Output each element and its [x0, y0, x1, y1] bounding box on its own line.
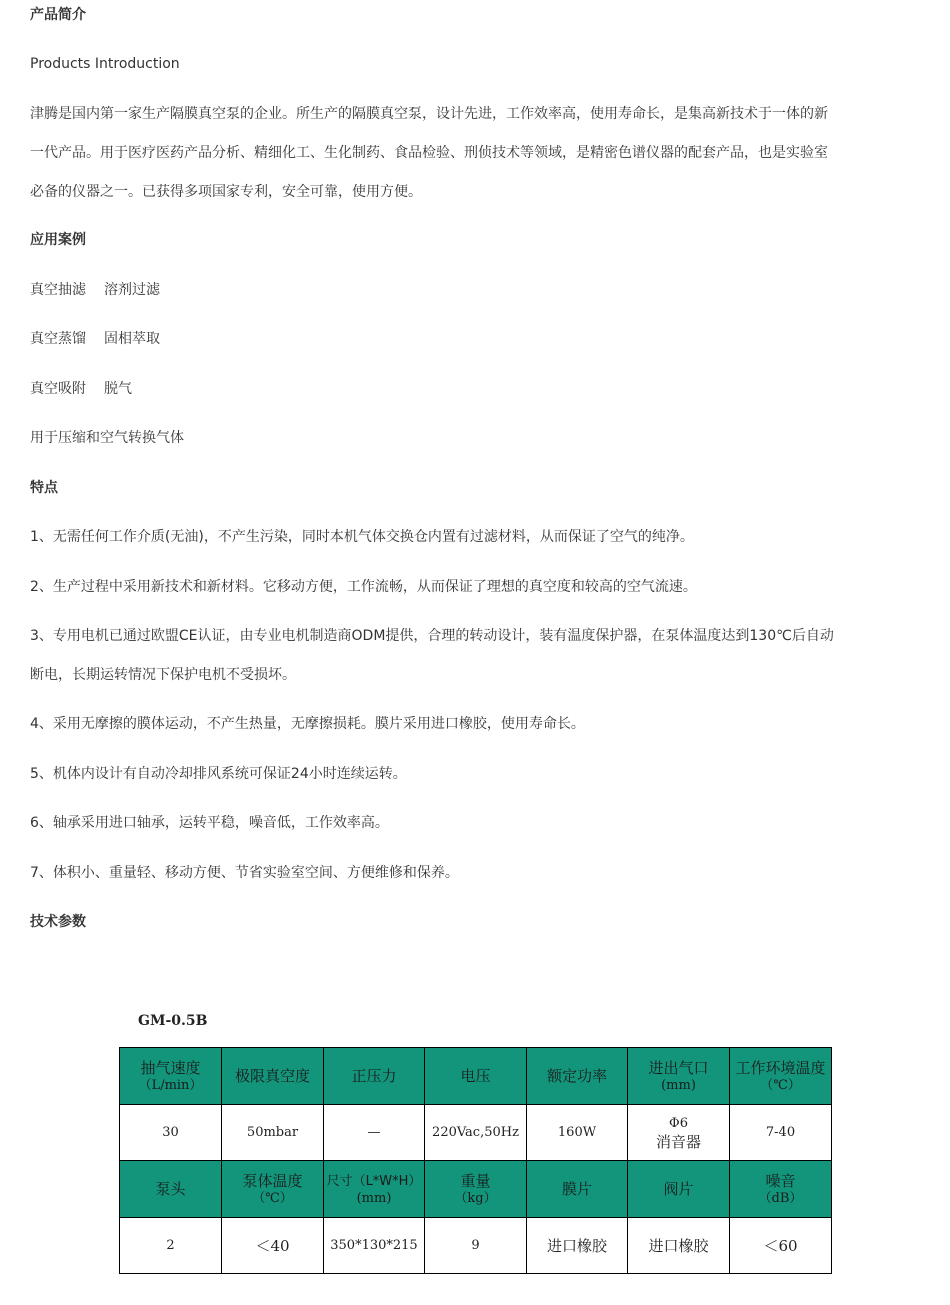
spec-value-cell: ＜40	[222, 1218, 324, 1274]
spec-header-cell: 工作环境温度 （℃）	[730, 1048, 832, 1105]
intro-line-2: 一代产品。用于医疗医药产品分析、精细化工、生化制药、食品检验、刑侦技术等领域，是精密色谱仪器的配套产品，也是实验室	[30, 145, 828, 161]
application-item: 真空吸附	[30, 381, 86, 397]
intro-heading: 产品简介	[30, 7, 86, 23]
features-heading: 特点	[30, 480, 58, 496]
spec-header-cell: 噪音 （dB）	[730, 1161, 832, 1218]
spec-header-cell: 重量 （kg）	[425, 1161, 527, 1218]
feature-item: 3、专用电机已通过欧盟CE认证，由专业电机制造商ODM提供，合理的转动设计，装有温度保护器，在泵体温度达到130℃后自动	[30, 628, 834, 644]
intro-line-3: 必备的仪器之一。已获得多项国家专利，安全可靠，使用方便。	[30, 184, 422, 200]
application-item: 真空蒸馏	[30, 331, 86, 347]
spec-value-cell: —	[324, 1105, 425, 1161]
spec-header-cell: 泵头	[120, 1161, 222, 1218]
spec-value-row	[120, 1105, 832, 1161]
spec-value-cell: 进口橡胶	[628, 1218, 730, 1274]
spec-header-cell: 泵体温度 （℃）	[222, 1161, 324, 1218]
spec-value-cell: ＜60	[730, 1218, 832, 1274]
spec-value-cell: 30	[120, 1105, 222, 1161]
spec-value-cell: 220Vac,50Hz	[425, 1105, 527, 1161]
spec-header-cell: 阀片	[628, 1161, 730, 1218]
spec-header-cell: 额定功率	[527, 1048, 628, 1105]
spec-value-cell: 进口橡胶	[527, 1218, 628, 1274]
spec-header-cell: 尺寸（L*W*H） (mm)	[324, 1161, 425, 1218]
spec-value-cell: Φ6 消音器	[628, 1105, 730, 1161]
spec-value-cell: 7-40	[730, 1105, 832, 1161]
spec-header-row	[120, 1161, 832, 1218]
spec-header-cell: 电压	[425, 1048, 527, 1105]
intro-heading-en: Products Introduction	[30, 56, 180, 72]
feature-item-continued: 断电，长期运转情况下保护电机不受损坏。	[30, 667, 296, 683]
application-item: 固相萃取	[104, 331, 160, 347]
spec-value-cell: 160W	[527, 1105, 628, 1161]
spec-value-cell: 9	[425, 1218, 527, 1274]
application-item: 溶剂过滤	[104, 282, 160, 298]
applications-heading: 应用案例	[30, 232, 86, 248]
specs-heading: 技术参数	[30, 914, 86, 930]
spec-table	[119, 1047, 832, 1274]
feature-item: 1、无需任何工作介质(无油)，不产生污染，同时本机气体交换仓内置有过滤材料，从而保证了空气的纯净。	[30, 529, 694, 545]
application-item: 脱气	[104, 381, 132, 397]
spec-value-cell: 350*130*215	[324, 1218, 425, 1274]
feature-item: 2、生产过程中采用新技术和新材料。它移动方便，工作流畅，从而保证了理想的真空度和较高的空气流速。	[30, 579, 697, 595]
spec-header-cell: 正压力	[324, 1048, 425, 1105]
application-row	[30, 280, 160, 300]
application-row	[30, 329, 160, 349]
feature-item: 4、采用无摩擦的膜体运动，不产生热量，无摩擦损耗。膜片采用进口橡胶，使用寿命长。	[30, 716, 585, 732]
spec-value-cell: 2	[120, 1218, 222, 1274]
model-label: GM-0.5B	[138, 1013, 208, 1029]
application-extra: 用于压缩和空气转换气体	[30, 430, 184, 446]
spec-header-row	[120, 1048, 832, 1105]
spec-header-cell: 抽气速度 （L/min）	[120, 1048, 222, 1105]
application-row	[30, 379, 132, 399]
application-item: 真空抽滤	[30, 282, 86, 298]
spec-header-cell: 进出气口 (mm)	[628, 1048, 730, 1105]
spec-value-cell: 50mbar	[222, 1105, 324, 1161]
feature-item: 6、轴承采用进口轴承，运转平稳，噪音低，工作效率高。	[30, 815, 389, 831]
feature-item: 7、体积小、重量轻、移动方便、节省实验室空间、方便维修和保养。	[30, 865, 459, 881]
intro-line-1: 津腾是国内第一家生产隔膜真空泵的企业。所生产的隔膜真空泵，设计先进，工作效率高，使用寿命长，是集高新技术于一体的新	[30, 106, 828, 122]
spec-header-cell: 膜片	[527, 1161, 628, 1218]
spec-header-cell: 极限真空度	[222, 1048, 324, 1105]
spec-value-row	[120, 1218, 832, 1274]
feature-item: 5、机体内设计有自动冷却排风系统可保证24小时连续运转。	[30, 766, 407, 782]
